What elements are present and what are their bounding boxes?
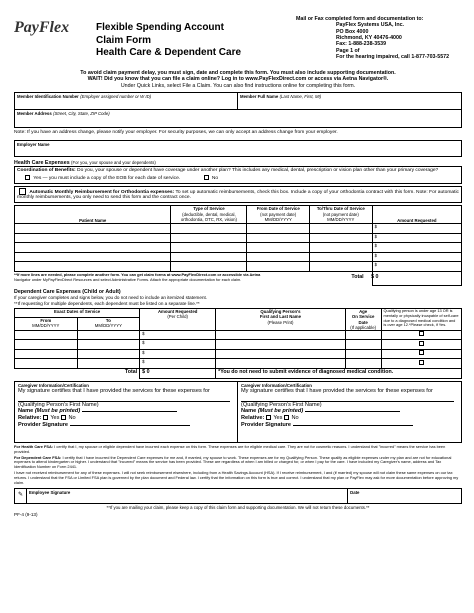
amount-cell[interactable]: $ bbox=[372, 243, 461, 253]
col-from-date: From Date of Service (not payment date) MM/DD/YYYY bbox=[247, 206, 310, 224]
health-care-table bbox=[14, 205, 462, 272]
mail-line: Richmond, KY 40476-4000 bbox=[336, 35, 402, 42]
provider-signature-input[interactable] bbox=[70, 425, 190, 426]
caregiver-box-2: Caregiver Information/Certification My signature certifies that I have provided the services for these expenses for (Qualifying Person's First Name) Name (Must be printed) Relative: Yes No Provider Signature bbox=[238, 381, 462, 443]
qualifying-person-line[interactable] bbox=[18, 395, 230, 402]
fsa-certification: For Health Care FSA: I certify that I, my spouse or eligible dependent have incurred each expense on this form. These expenses are for eligible medical care. They are not for cosmetic reasons. I understand that "incurred" means the service has been provided. For Dependent Care FSA: I certify that I have incurred the Dependent Care expenses for me and, if married, my spouse to work. These expenses are for my Qualifying Person. These qualify as eligible expenses under my plan and are not for educational expenses to attend kindergarten or higher. I understand that "incurred" means the service has been provided. These are regardless of when I am billed or charged for, or when I pay for the care. I have included my Caregiver's name, address and Tax Identification Number on Form 2441. I have not received reimbursement for any of these expenses. I will not seek reimbursement elsewhere, including from a Health Savings Account (HSA). If I receive reimbursement, I and (if married) my spouse will not claim these same expenses on our tax returns. I understand that the FSA or Limited FSA plan is governed by the plan document and Federal law. I certify that the information on this form is true and correct. I understand that my plan or PayFlex may ask for more documentation before approving my claim. bbox=[14, 443, 459, 485]
dependent-total-value: $ 0 bbox=[140, 368, 216, 378]
health-footnote: **If more lines are needed, please complete another form. You can get claim forms at www.PayFlexDirect.com or accessible via Aetna Navigator under MyPayFlexDirect Resources and select Administrative Forms. Attach the appropriate documentation for each claim. bbox=[14, 271, 261, 282]
logo-text: PayFlex bbox=[14, 19, 70, 36]
page-of: Page 1 of bbox=[336, 47, 360, 54]
dependent-total-label: Total bbox=[124, 368, 138, 375]
table-row[interactable] bbox=[15, 252, 462, 262]
col-patient-name: Patient Name bbox=[15, 206, 171, 224]
caregiver-name-input[interactable] bbox=[305, 411, 400, 412]
amount-cell[interactable]: $ bbox=[372, 233, 461, 243]
ortho-checkbox[interactable] bbox=[19, 188, 26, 195]
provider-signature-input[interactable] bbox=[293, 425, 413, 426]
cob-no-checkbox[interactable] bbox=[204, 175, 209, 180]
mail-title: Mail or Fax completed form and documentation to: bbox=[296, 16, 424, 22]
col-to-date: To/Thru Date of Service (not payment date) MM/DD/YYYY bbox=[310, 206, 373, 224]
form-header bbox=[14, 6, 462, 64]
health-total-value: $ 0 bbox=[371, 273, 379, 280]
employee-signature-row bbox=[14, 488, 462, 504]
caregiver-section bbox=[14, 381, 462, 443]
mail-line: PO Box 4000 bbox=[336, 28, 369, 35]
col-qualifying-person: Qualifying Person's First and Last Name (Please Print) bbox=[216, 309, 346, 331]
qualify-checkbox[interactable] bbox=[419, 360, 424, 365]
address-note: Note: If you have an address change, please notify your employer. For security purposes, we can only accept an address change from your employer. bbox=[14, 130, 338, 136]
intro-line-2: WAIT! Did you know that you can file a claim online? Log in to www.PayFlexDirect.com or access via Aetna Navigator®. bbox=[87, 76, 389, 83]
pen-icon: ✎ bbox=[15, 489, 27, 503]
health-total-label: Total bbox=[351, 273, 364, 280]
col-age: Age On Service Date (If applicable) bbox=[345, 309, 381, 331]
col-type-of-service: Type of Service (deductible, dental, medical, orthodontia, OTC, RX, vision) bbox=[171, 206, 247, 224]
col-qualification: Qualifying person is under age 13 OR is mentally or physically incapable of self-care due to a diagnosed medical condition and is over age 12.*Please check, if Yes. bbox=[381, 309, 461, 331]
mailing-note: **If you are mailing your claim, please keep a copy of this claim form and supporting documentation. We will not return these documents.** bbox=[106, 504, 370, 510]
qualify-checkbox[interactable] bbox=[419, 341, 424, 346]
signature-date-field[interactable]: Date bbox=[350, 489, 360, 495]
intro-line-3: Under Quick Links, select File a Claim. You can also find instructions online for completing this form. bbox=[120, 82, 356, 89]
member-name-field[interactable]: Member Full Name (Last Name, First, MI) bbox=[240, 94, 322, 100]
table-row[interactable] bbox=[15, 224, 462, 234]
title-line-1: Flexible Spending Account bbox=[96, 22, 224, 33]
cob-box: Coordination of Benefits: Do you, your spouse or dependent have coverage under another plan? This includes any medical, dental, prescription or vision plan other than your primary coverage? Yes — you must include a copy of the EOB for each date of service. No bbox=[14, 166, 462, 184]
amount-cell[interactable]: $ bbox=[372, 224, 461, 234]
intro-block bbox=[14, 70, 462, 89]
employer-name-field[interactable]: Employer Name bbox=[14, 140, 462, 157]
col-dep-from: From MM/DD/YYYY bbox=[15, 317, 78, 330]
mail-block bbox=[296, 6, 462, 64]
cob-no-label: No bbox=[211, 175, 219, 181]
dependent-total-row bbox=[15, 368, 462, 378]
title-line-3: Health Care & Dependent Care bbox=[96, 47, 242, 58]
dependent-note-2: **If requesting for multiple dependents, each dependent must be listed on a separate line.** bbox=[14, 300, 200, 306]
col-amount: Amount Requested (Per Child) bbox=[140, 309, 216, 331]
relative-no-checkbox[interactable] bbox=[284, 415, 289, 420]
table-row[interactable] bbox=[15, 243, 462, 253]
form-code: PF-4 (9-13) bbox=[14, 511, 38, 517]
col-exact-dates: Exact Dates of Service bbox=[15, 309, 140, 318]
qualify-checkbox[interactable] bbox=[419, 331, 424, 336]
col-amount-requested: Amount Requested bbox=[372, 206, 461, 224]
health-total-box bbox=[351, 272, 462, 286]
caregiver-name-input[interactable] bbox=[82, 411, 177, 412]
payflex-logo bbox=[14, 6, 96, 64]
ortho-box: Automatic Monthly Reimbursement for Orthodontia expenses: To set up automatic reimbursements, check this box. Include a copy of your orthodontia contract with this form. Note: For automatic monthly reimbursements, you only need to send this form and the contract once. bbox=[14, 186, 462, 204]
member-id-field[interactable]: Member Identification Number (Employer assigned number or W ID) bbox=[15, 93, 238, 109]
dependent-note-1: If your caregiver completes and signs below, you do not need to include an itemized statement. bbox=[14, 295, 208, 301]
amount-cell[interactable]: $ bbox=[372, 262, 461, 272]
table-row[interactable] bbox=[15, 262, 462, 272]
dependent-care-table bbox=[14, 308, 462, 379]
dependent-care-heading: Dependent Care Expenses (Child or Adult) bbox=[14, 288, 121, 295]
intro-line-1: To avoid claim payment delay, you must sign, date and complete this form. You must also include supporting documentation. bbox=[80, 70, 396, 76]
table-row[interactable]: $ bbox=[15, 349, 462, 359]
hearing-line: For the hearing impaired, call 1-877-703-5572 bbox=[336, 54, 450, 61]
dependent-total-note: *You do not need to submit evidence of diagnosed medical condition. bbox=[216, 368, 462, 378]
member-section bbox=[14, 92, 462, 128]
claim-form-page bbox=[14, 6, 462, 517]
form-title bbox=[96, 6, 296, 64]
table-row[interactable]: $ bbox=[15, 340, 462, 350]
mail-line: Fax: 1-888-238-3539 bbox=[336, 41, 387, 48]
col-dep-to: To MM/DD/YYYY bbox=[77, 317, 140, 330]
table-row[interactable]: $ bbox=[15, 359, 462, 369]
relative-yes-checkbox[interactable] bbox=[266, 415, 271, 420]
health-care-heading: Health Care Expenses (For you, your spouse and your dependents) bbox=[14, 159, 156, 166]
title-line-2: Claim Form bbox=[96, 34, 152, 46]
relative-no-checkbox[interactable] bbox=[61, 415, 66, 420]
qualify-checkbox[interactable] bbox=[419, 350, 424, 355]
mail-line: PayFlex Systems USA, Inc. bbox=[336, 22, 405, 29]
relative-yes-checkbox[interactable] bbox=[43, 415, 48, 420]
health-total-row bbox=[14, 272, 462, 286]
caregiver-box-1: Caregiver Information/Certification My signature certifies that I have provided the services for these expenses for (Qualifying Person's First Name) Name (Must be printed) Relative: Yes No Provider Signature bbox=[14, 381, 238, 443]
table-row[interactable]: $ bbox=[15, 330, 462, 340]
employee-signature-field[interactable]: Employee Signature bbox=[27, 489, 348, 503]
member-address-field[interactable]: Member Address (Street, City, State, ZIP Code) bbox=[17, 111, 110, 117]
cob-yes-checkbox[interactable] bbox=[25, 175, 30, 180]
cob-yes-label: Yes — you must include a copy of the EOB for each date of service. bbox=[33, 175, 181, 181]
amount-cell[interactable]: $ bbox=[372, 252, 461, 262]
table-row[interactable] bbox=[15, 233, 462, 243]
qualifying-person-line[interactable] bbox=[241, 395, 454, 402]
